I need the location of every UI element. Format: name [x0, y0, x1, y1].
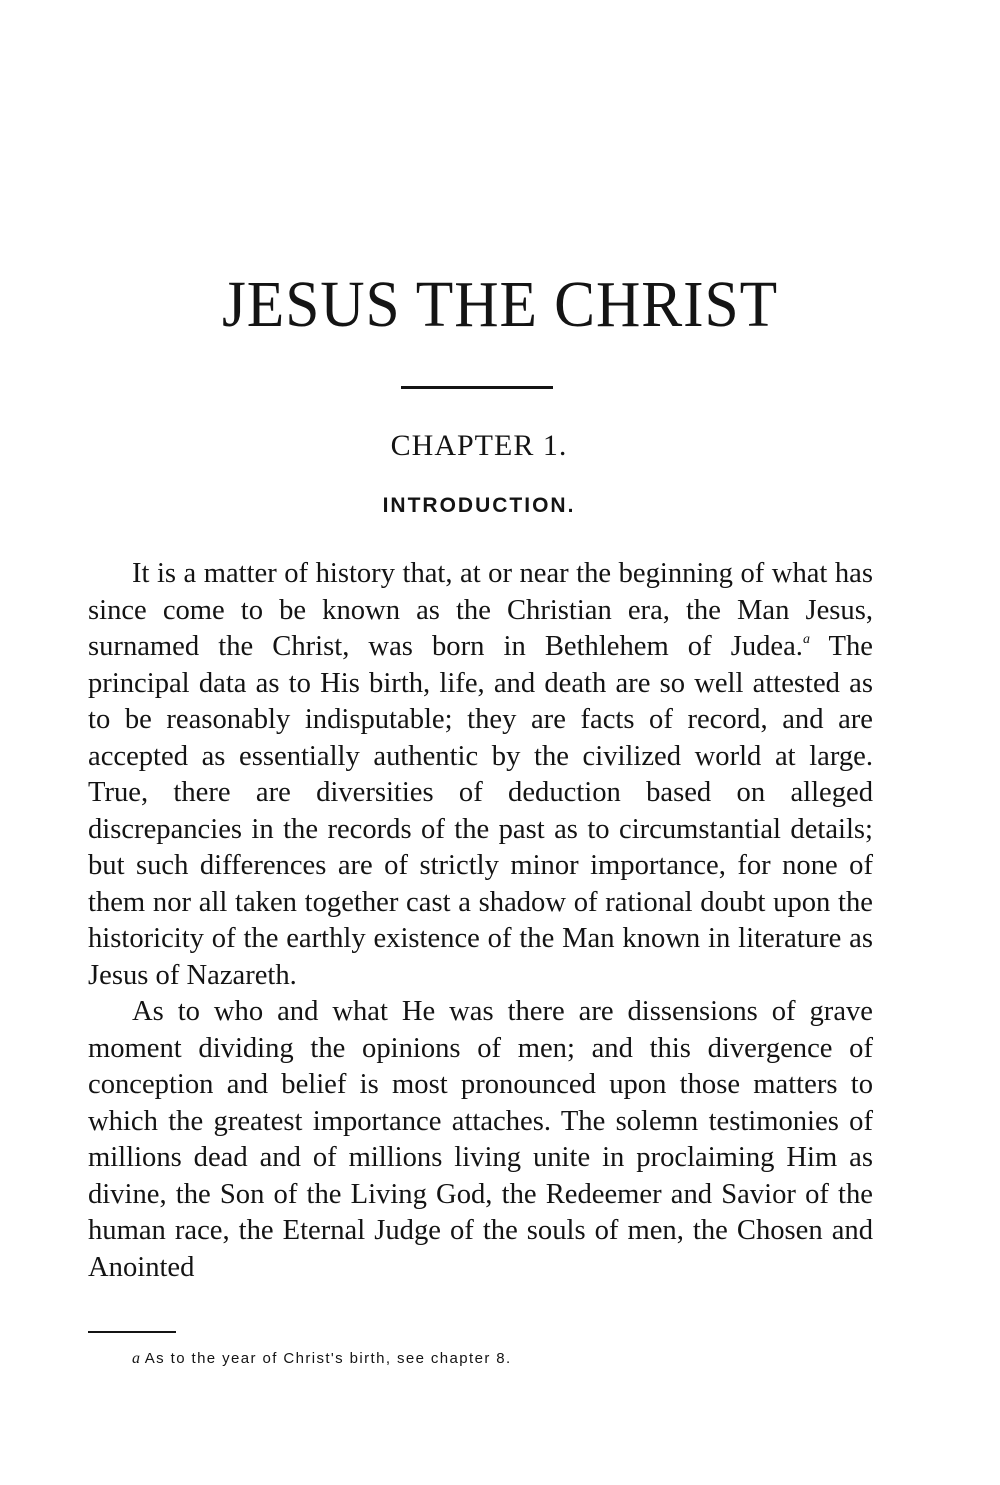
paragraph-1-text-start: It is a matter of history that, at or near the beginning of what has since come to be known as the Christian era, the Man Jesus, surnamed the Christ, was born in Bethlehem of Judea.	[88, 558, 873, 662]
title-divider	[401, 386, 553, 389]
footnote-mark: a	[132, 1350, 140, 1367]
footnote-reference: a	[802, 632, 810, 647]
footnote-divider	[88, 1331, 176, 1333]
footnote-text: As to the year of Christ's birth, see chapter 8.	[144, 1350, 512, 1367]
footnote	[132, 1351, 512, 1367]
paragraph-2: As to who and what He was there are dissensions of grave moment dividing the opinions of men; and this divergence of conception and belief is most pronounced upon those matters to which the greatest importance attaches. The solemn testimonies of millions dead and of millions living unite in proclaiming Him as divine, the Son of the Living God, the Redeemer and Savior of the human race, the Eternal Judge of the souls of men, the Chosen and Anointed	[88, 996, 873, 1283]
chapter-label: CHAPTER 1.	[390, 429, 568, 462]
book-title: JESUS THE CHRIST	[221, 268, 779, 341]
body-text	[88, 556, 873, 1286]
paragraph-1	[88, 556, 873, 994]
paragraph-1-text-end: The principal data as to His birth, life, and death are so well attested as to be reasonably indisputable; they are facts of record, and are accepted as essentially authentic by the civilized world at large. True, there are diversities of deduction based on alleged discrepancies in the records of the past as to circumstantial details; but such differences are of strictly minor importance, for none of them nor all taken together cast a shadow of rational doubt upon the historicity of the earthly existence of the Man known in literature as Jesus of Nazareth.	[88, 631, 873, 991]
chapter-heading: INTRODUCTION.	[382, 494, 576, 517]
